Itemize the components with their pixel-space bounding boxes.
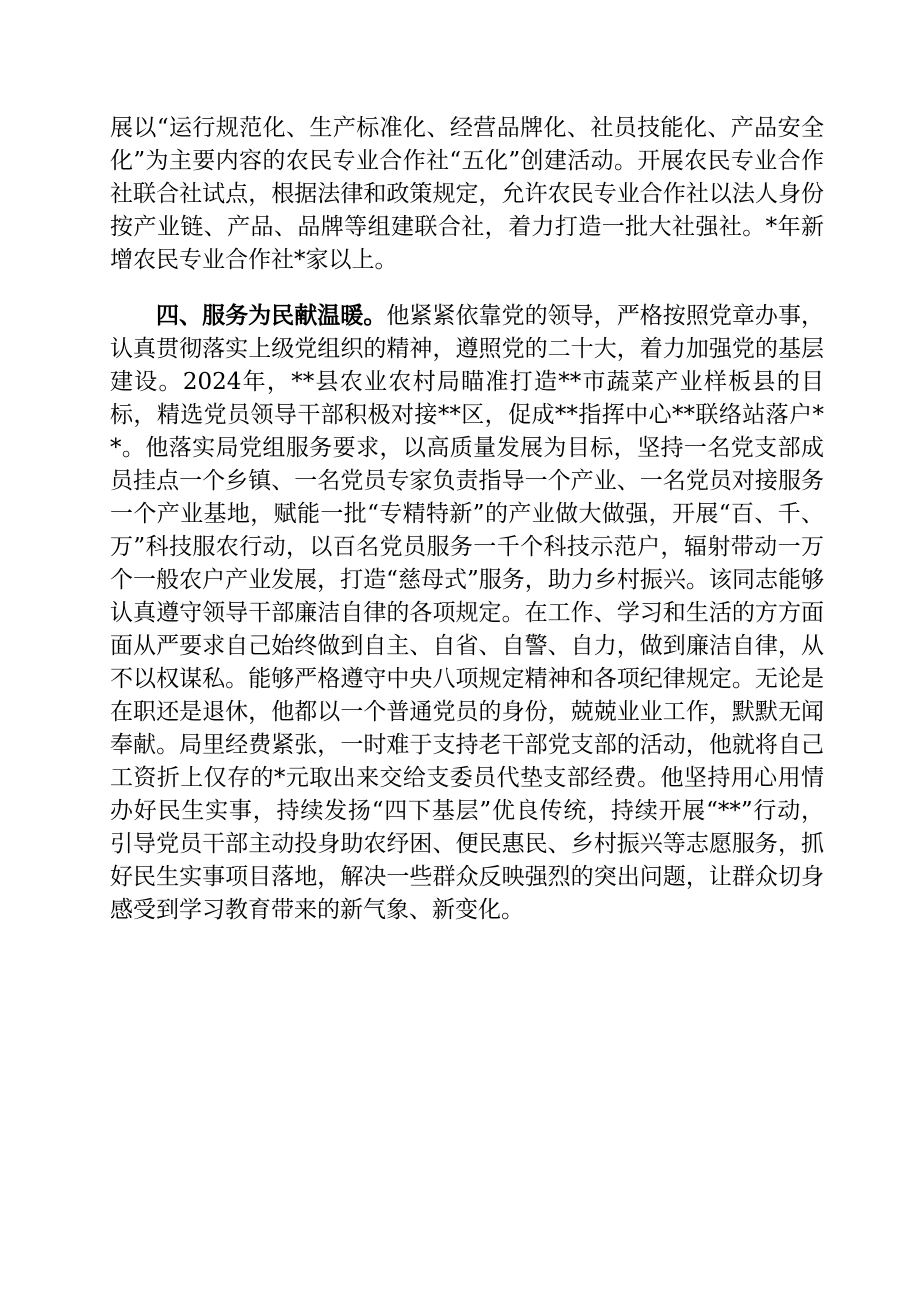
paragraph-section-four bbox=[110, 299, 824, 927]
paragraph-continuation bbox=[110, 112, 824, 277]
document-page bbox=[110, 112, 824, 927]
paragraph-text: 展以“运行规范化、生产标准化、经营品牌化、社员技能化、产品安全化”为主要内容的农民专业合作社“五化”创建活动。开展农民专业合作社联合社试点，根据法律和政策规定，允许农民专业合作社以法人身份按产业链、产品、品牌等组建联合社，着力打造一批大社强社。*年新增农民专业合作社*家以上。 bbox=[110, 115, 824, 273]
section-heading: 四、服务为民献温暖。 bbox=[156, 302, 387, 329]
paragraph-text: 他紧紧依靠党的领导，严格按照党章办事，认真贯彻落实上级党组织的精神，遵照党的二十大，着力加强党的基层建设。2024年，**县农业农村局瞄准打造**市蔬菜产业样板县的目标，精选党员领导干部积极对接**区，促成**指挥中心**联络站落户**。他落实局党组服务要求，以高质量发展为目标，坚持一名党支部成员挂点一个乡镇、一名党员专家负责指导一个产业、一名党员对接服务一个产业基地，赋能一批“专精特新”的产业做大做强，开展“百、千、万”科技服农行动，以百名党员服务一千个科技示范户，辐射带动一万个一般农户产业发展，打造“慈母式”服务，助力乡村振兴。该同志能够认真遵守领导干部廉洁自律的各项规定。在工作、学习和生活的方方面面从严要求自己始终做到自主、自省、自警、自力，做到廉洁自律，从不以权谋私。能够严格遵守中央八项规定精神和各项纪律规定。无论是在职还是退休，他都以一个普通党员的身份，兢兢业业工作，默默无闻奉献。局里经费紧张，一时难于支持老干部党支部的活动，他就将自己工资折上仅存的*元取出来交给支委员代垫支部经费。他坚持用心用情办好民生实事，持续发扬“四下基层”优良传统，持续开展“**”行动，引导党员干部主动投身助农纾困、便民惠民、乡村振兴等志愿服务，抓好民生实事项目落地，解决一些群众反映强烈的突出问题，让群众切身感受到学习教育带来的新气象、新变化。 bbox=[110, 303, 825, 923]
